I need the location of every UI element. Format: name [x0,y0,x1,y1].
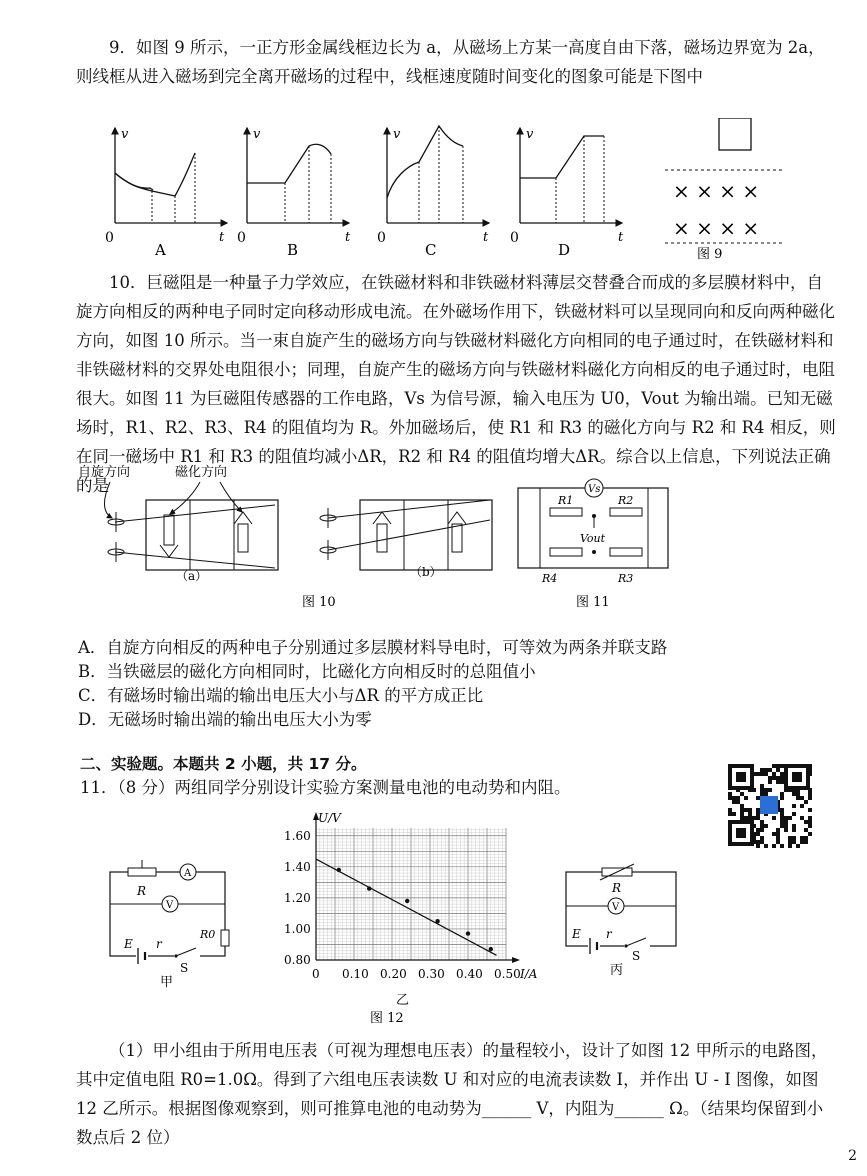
graph-b-t: t [345,230,351,245]
bing-r-label: R [612,881,622,895]
jia-voltmeter-label: V [166,900,174,911]
graph-d-t: t [618,230,624,245]
jia-r-label: R [137,884,147,898]
figure-10-11 [70,460,690,610]
graph-c [377,126,489,259]
yi-caption: 乙 [396,993,410,1008]
q10-option-c: C．有磁场时输出端的输出电压大小与ΔR 的平方成正比 [78,686,484,705]
data-point [405,899,409,903]
chart-yi [278,810,558,1030]
graph-d-label: D [558,241,571,259]
q10-text: 10．巨磁阻是一种量子力学效应，在铁磁材料和非铁磁材料薄层交替叠合而成的多层膜材料中，自旋方向相反的两种电子同时定向移动形成电流。在外磁场作用下，铁磁材料可以呈现同向和反向两种磁化方向，如图 10 所示。当一束自旋产生的磁场方向与铁磁材料磁化方向相同的电子通过时，在铁磁材料和非铁磁材料的交界处电阻很小；同理，自旋产生的磁场方向与铁磁材料磁化方向相反的电子通过时，电阻很大。如图 11 为巨磁阻传感器的工作电路，Vs 为信号源，输入电压为 U0，Vout 为输出端。已知无磁场时，R1、R2、R3、R4 的阻值均为 R。外加磁场后，使 R1 和 R3 的磁化方向与 R2 和 R4 相反，则在同一磁场中 R1 和 R3 的阻值均减小ΔR，R2 和 R4 的阻值均增大ΔR。综合以上信息，下列说法正确的是 [76,273,836,495]
figure-11-caption: 图 11 [576,595,610,610]
graph-d [510,127,624,259]
graph-a-origin: 0 [105,230,114,246]
graph-a [105,127,227,259]
r0-label: R0 [200,928,216,941]
data-point [435,919,439,923]
graph-a-v: v [121,127,129,142]
data-point [337,868,341,872]
y-tick-label: 1.00 [284,921,311,936]
figure-10a-label: （a） [176,569,208,583]
vout-label: Vout [580,532,606,545]
x-tick-label: 0.50 [494,967,521,981]
figure-10b-label: （b） [410,565,442,579]
figure-9-diagram [665,118,785,262]
y-tick-label: 1.60 [284,828,311,843]
q11-text: 11．（8 分）两组同学分别设计实验方案测量电池的电动势和内阻。 [80,778,571,797]
circuit-jia [100,860,240,990]
x-tick-label: 0.20 [380,967,407,981]
graph-b-v: v [253,127,261,142]
graph-a-t: t [219,230,225,245]
graph-c-t: t [483,230,489,245]
vs-label: Vs [588,484,601,495]
r4-label: R4 [542,572,558,585]
figure-11-circuit [518,479,668,610]
y-axis-label: U/V [318,811,341,825]
svg-text:× × × ×: × × × × [673,216,760,240]
jia-r-small-label: r [156,937,162,951]
data-point [489,947,493,951]
bing-r-small-label: r [606,927,612,941]
x-tick-label: 0 [312,967,320,981]
q10-option-b: B．当铁磁层的磁化方向相同时，比磁化方向相反时的总阻值小 [78,662,536,681]
graph-c-label: C [425,241,437,259]
r2-label: R2 [618,494,634,507]
svg-text:× × × ×: × × × × [673,179,760,203]
q10-option-d: D．无磁场时输出端的输出电压大小为零 [78,710,372,729]
jia-switch-label: S [180,961,189,975]
q11-part1-text: （1）甲小组由于所用电压表（可视为理想电压表）的量程较小，设计了如图 12 甲所示的电路图，其中定值电阻 R0=1.0Ω。得到了六组电压表读数 U 和对应的电流表读数 I，并作出 U - I 图像，如图 12 乙所示。根据图像观察到，则可推算电池的电动势为______ V，内阻为______ Ω。（结果均保留到小数点后 2 位） [76,1041,828,1147]
graph-c-v: v [393,127,401,142]
y-tick-label: 1.20 [284,890,311,905]
graph-b [237,127,351,259]
x-tick-label: 0.40 [456,967,483,981]
ammeter-label: A [184,868,192,879]
y-tick-label: 1.40 [284,859,311,874]
data-point [367,886,371,890]
q10-option-a: A．自旋方向相反的两种电子分别通过多层膜材料导电时，可等效为两条并联支路 [78,638,668,657]
magnetization-direction-label: 磁化方向 [175,465,228,480]
bing-switch-label: S [632,949,641,963]
page-number: 2 [848,1148,857,1164]
graph-b-origin: 0 [237,230,246,246]
r3-label: R3 [618,572,634,585]
x-axis-label: I/A [520,967,538,981]
spin-direction-label: 自旋方向 [78,465,131,480]
jia-caption: 甲 [160,975,174,990]
graph-c-origin: 0 [377,230,386,246]
q9-text: 9．如图 9 所示，一正方形金属线框边长为 a，从磁场上方某一高度自由下落，磁场边界宽为 2a，则线框从进入磁场到完全离开磁场的过程中，线框速度随时间变化的图象可能是下图中 [76,38,825,86]
y-tick-label: 0.80 [284,953,311,967]
figure-9-caption: 图 9 [697,247,723,262]
graph-a-label: A [155,241,166,259]
bing-e-label: E [572,927,581,941]
figure-12-caption: 图 12 [370,1011,404,1026]
graph-d-origin: 0 [510,230,519,246]
bing-caption: 丙 [610,963,624,978]
x-tick-label: 0.30 [418,967,445,981]
graph-d-v: v [526,127,534,142]
data-point [466,931,470,935]
x-tick-label: 0.10 [342,967,369,981]
qr-code-image [726,762,812,848]
jia-e-label: E [124,937,133,951]
circuit-bing [558,860,688,980]
graph-b-label: B [287,241,299,259]
figure-10b [320,500,492,579]
r1-label: R1 [558,494,574,507]
x-axis-arrow [512,957,520,963]
figure-10-caption: 图 10 [302,595,336,610]
q9-graphs [95,118,795,263]
bing-voltmeter-label: V [612,902,620,913]
figure-10a [78,465,278,583]
section-2-heading: 二、实验题。本题共 2 小题，共 17 分。 [80,755,367,773]
